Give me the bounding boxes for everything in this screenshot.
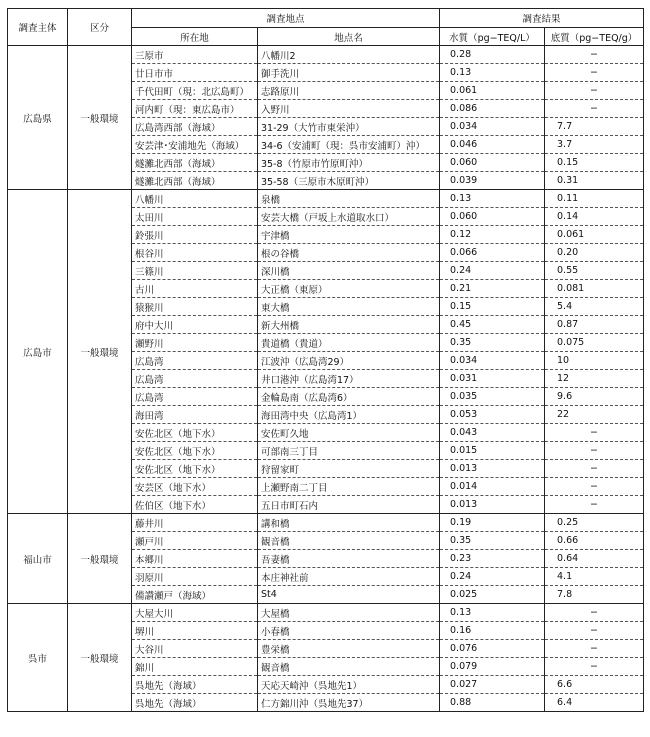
site-name-cell: 可部南三丁目 [258,442,440,460]
location-cell: 安芸区（地下水） [132,478,258,496]
location-cell: 呉地先（海域） [132,676,258,694]
sediment-value-cell: − [545,46,644,64]
sediment-value-cell: − [545,82,644,100]
site-name-cell: 宇津橋 [258,226,440,244]
site-name-cell: St4 [258,586,440,604]
water-value-cell: 0.046 [440,136,545,154]
water-value-cell: 0.24 [440,568,545,586]
water-value-cell: 0.053 [440,406,545,424]
sediment-value-cell: 12 [545,370,644,388]
site-name-cell: 観音橋 [258,658,440,676]
sediment-value-cell: 0.14 [545,208,644,226]
sediment-value-cell: 4.1 [545,568,644,586]
sediment-value-cell: − [545,64,644,82]
sediment-value-cell: − [545,658,644,676]
survey-body-cell: 福山市 [8,514,68,604]
water-value-cell: 0.031 [440,370,545,388]
sediment-value-cell: − [545,640,644,658]
location-cell: 燧灘北西部（海域） [132,154,258,172]
site-name-cell: 東大橋 [258,298,440,316]
survey-body-cell: 広島県 [8,46,68,190]
sediment-value-cell: − [545,442,644,460]
location-cell: 太田川 [132,208,258,226]
water-value-cell: 0.13 [440,190,545,208]
site-name-cell: 海田湾中央（広島湾1） [258,406,440,424]
water-value-cell: 0.025 [440,586,545,604]
water-value-cell: 0.15 [440,298,545,316]
water-value-cell: 0.88 [440,694,545,712]
site-name-cell: 安芸大橋（戸坂上水道取水口） [258,208,440,226]
sediment-value-cell: 0.11 [545,190,644,208]
location-cell: 鈴張川 [132,226,258,244]
site-name-cell: 泉橋 [258,190,440,208]
water-value-cell: 0.12 [440,226,545,244]
site-name-cell: 上瀬野南二丁目 [258,478,440,496]
site-name-cell: 安佐町久地 [258,424,440,442]
water-value-cell: 0.014 [440,478,545,496]
site-name-cell: 狩留家町 [258,460,440,478]
water-value-cell: 0.034 [440,352,545,370]
location-cell: 羽原川 [132,568,258,586]
site-name-cell: 豊栄橋 [258,640,440,658]
water-value-cell: 0.027 [440,676,545,694]
location-cell: 廿日市市 [132,64,258,82]
site-name-cell: 小春橋 [258,622,440,640]
header-site-name: 地点名 [258,28,440,46]
site-name-cell: 新大州橋 [258,316,440,334]
sediment-value-cell: 22 [545,406,644,424]
site-name-cell: 深川橋 [258,262,440,280]
location-cell: 広島湾 [132,388,258,406]
water-value-cell: 0.061 [440,82,545,100]
site-name-cell: 井口港沖（広島湾17） [258,370,440,388]
header-survey-results: 調査結果 [440,9,644,28]
sediment-value-cell: 10 [545,352,644,370]
location-cell: 錦川 [132,658,258,676]
location-cell: 安芸津･安浦地先（海域） [132,136,258,154]
sediment-value-cell: − [545,496,644,514]
location-cell: 佐伯区（地下水） [132,496,258,514]
location-cell: 三原市 [132,46,258,64]
water-value-cell: 0.079 [440,658,545,676]
water-value-cell: 0.060 [440,208,545,226]
location-cell: 猿猴川 [132,298,258,316]
location-cell: 三篠川 [132,262,258,280]
dioxin-survey-table [7,8,644,712]
category-cell: 一般環境 [68,190,132,514]
water-value-cell: 0.23 [440,550,545,568]
water-value-cell: 0.066 [440,244,545,262]
sediment-value-cell: − [545,100,644,118]
location-cell: 広島湾 [132,370,258,388]
water-value-cell: 0.076 [440,640,545,658]
sediment-value-cell: − [545,604,644,622]
location-cell: 八幡川 [132,190,258,208]
site-name-cell: 34-6（安浦町（現：呉市安浦町）沖） [258,136,440,154]
site-name-cell: 35-58（三原市木原町沖） [258,172,440,190]
water-value-cell: 0.013 [440,496,545,514]
location-cell: 藤井川 [132,514,258,532]
location-cell: 備讃瀬戸（海域） [132,586,258,604]
table-row [8,514,644,532]
header-location: 所在地 [132,28,258,46]
sediment-value-cell: − [545,622,644,640]
location-cell: 大屋大川 [132,604,258,622]
header-sediment: 底質（pg−TEQ/g） [545,28,644,46]
table-body [8,46,644,712]
water-value-cell: 0.28 [440,46,545,64]
category-cell: 一般環境 [68,46,132,190]
location-cell: 安佐北区（地下水） [132,460,258,478]
location-cell: 瀬野川 [132,334,258,352]
sediment-value-cell: 6.6 [545,676,644,694]
site-name-cell: 五日市町石内 [258,496,440,514]
sediment-value-cell: 0.87 [545,316,644,334]
site-name-cell: 御手洗川 [258,64,440,82]
sediment-value-cell: 0.55 [545,262,644,280]
water-value-cell: 0.13 [440,604,545,622]
site-name-cell: 観音橋 [258,532,440,550]
sediment-value-cell: 0.075 [545,334,644,352]
sediment-value-cell: 0.31 [545,172,644,190]
water-value-cell: 0.039 [440,172,545,190]
sediment-value-cell: 3.7 [545,136,644,154]
sediment-value-cell: 6.4 [545,694,644,712]
sediment-value-cell: 0.15 [545,154,644,172]
sediment-value-cell: − [545,460,644,478]
header-category: 区分 [68,9,132,46]
category-cell: 一般環境 [68,604,132,712]
water-value-cell: 0.060 [440,154,545,172]
sediment-value-cell: 7.7 [545,118,644,136]
table-row [8,190,644,208]
location-cell: 海田湾 [132,406,258,424]
location-cell: 広島湾西部（海域） [132,118,258,136]
sediment-value-cell: 9.6 [545,388,644,406]
location-cell: 燧灘北西部（海域） [132,172,258,190]
site-name-cell: 本庄神社前 [258,568,440,586]
header-water: 水質（pg−TEQ/L） [440,28,545,46]
table-header [8,9,644,46]
location-cell: 安佐北区（地下水） [132,424,258,442]
site-name-cell: 大屋橋 [258,604,440,622]
location-cell: 府中大川 [132,316,258,334]
water-value-cell: 0.015 [440,442,545,460]
location-cell: 大谷川 [132,640,258,658]
site-name-cell: 大正橋（東原） [258,280,440,298]
water-value-cell: 0.034 [440,118,545,136]
table-row [8,604,644,622]
site-name-cell: 天応天崎沖（呉地先1） [258,676,440,694]
location-cell: 安佐北区（地下水） [132,442,258,460]
site-name-cell: 吾妻橋 [258,550,440,568]
water-value-cell: 0.21 [440,280,545,298]
site-name-cell: 根の谷橋 [258,244,440,262]
water-value-cell: 0.086 [440,100,545,118]
water-value-cell: 0.043 [440,424,545,442]
water-value-cell: 0.013 [440,460,545,478]
site-name-cell: 金輪島南（広島湾6） [258,388,440,406]
water-value-cell: 0.16 [440,622,545,640]
water-value-cell: 0.13 [440,64,545,82]
water-value-cell: 0.19 [440,514,545,532]
site-name-cell: 31-29（大竹市東栄沖） [258,118,440,136]
sediment-value-cell: − [545,478,644,496]
sediment-value-cell: − [545,424,644,442]
site-name-cell: 貴道橋（貴道） [258,334,440,352]
sediment-value-cell: 0.061 [545,226,644,244]
site-name-cell: 仁方錦川沖（呉地先37） [258,694,440,712]
sediment-value-cell: 0.25 [545,514,644,532]
location-cell: 広島湾 [132,352,258,370]
site-name-cell: 八幡川2 [258,46,440,64]
header-survey-body: 調査主体 [8,9,68,46]
sediment-value-cell: 7.8 [545,586,644,604]
sediment-value-cell: 0.20 [545,244,644,262]
sediment-value-cell: 5.4 [545,298,644,316]
location-cell: 古川 [132,280,258,298]
sediment-value-cell: 0.64 [545,550,644,568]
site-name-cell: 入野川 [258,100,440,118]
water-value-cell: 0.35 [440,532,545,550]
category-cell: 一般環境 [68,514,132,604]
sediment-value-cell: 0.66 [545,532,644,550]
table-row [8,46,644,64]
water-value-cell: 0.035 [440,388,545,406]
sediment-value-cell: 0.081 [545,280,644,298]
water-value-cell: 0.35 [440,334,545,352]
site-name-cell: 江波沖（広島湾29） [258,352,440,370]
location-cell: 呉地先（海域） [132,694,258,712]
location-cell: 本郷川 [132,550,258,568]
site-name-cell: 志路原川 [258,82,440,100]
site-name-cell: 35-8（竹原市竹原町沖） [258,154,440,172]
survey-body-cell: 呉市 [8,604,68,712]
location-cell: 堺川 [132,622,258,640]
site-name-cell: 講和橋 [258,514,440,532]
header-survey-site: 調査地点 [132,9,440,28]
water-value-cell: 0.45 [440,316,545,334]
location-cell: 千代田町（現：北広島町） [132,82,258,100]
survey-body-cell: 広島市 [8,190,68,514]
location-cell: 瀬戸川 [132,532,258,550]
location-cell: 根谷川 [132,244,258,262]
location-cell: 河内町（現：東広島市） [132,100,258,118]
water-value-cell: 0.24 [440,262,545,280]
